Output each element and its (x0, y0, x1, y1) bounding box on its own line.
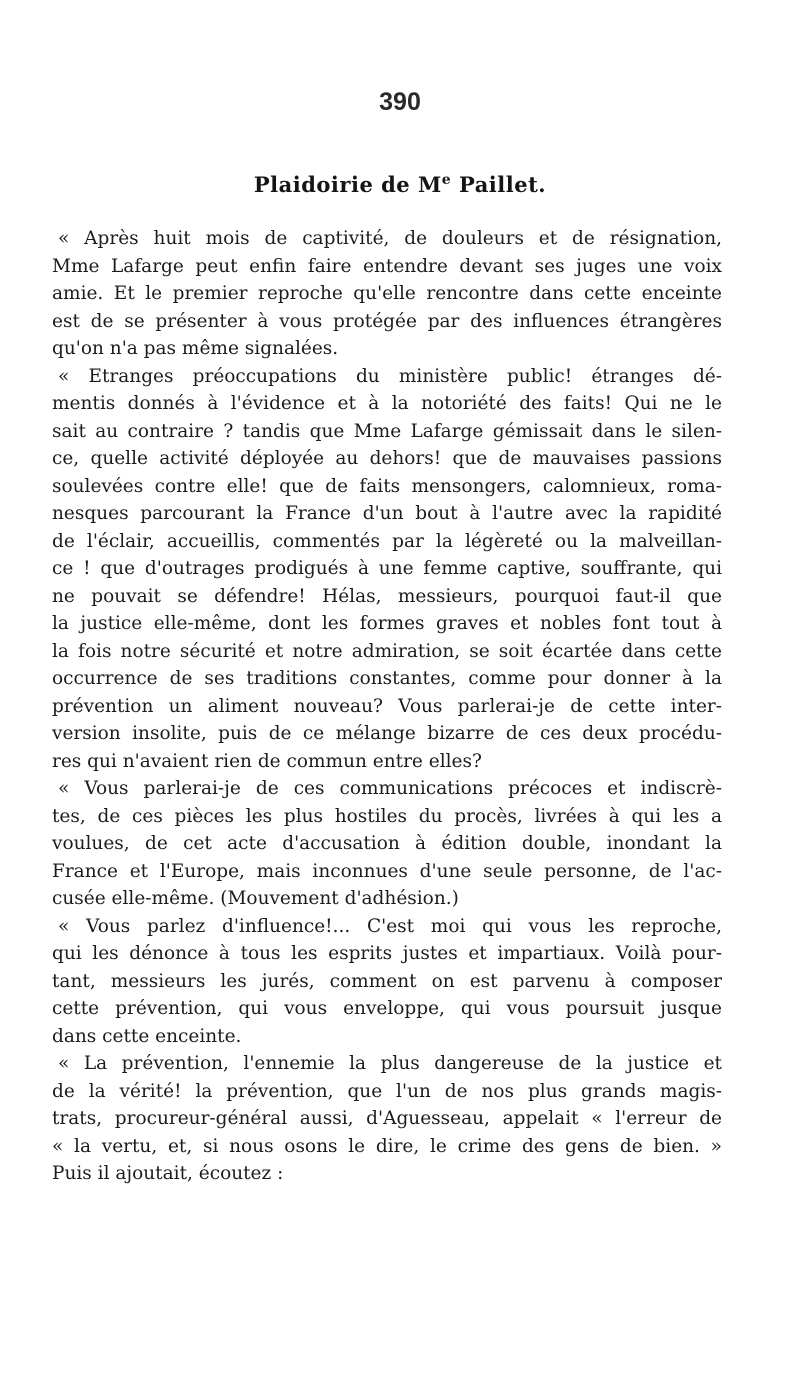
text-line: prévention un aliment nouveau? Vous parlerai-je de cette inter- (52, 695, 722, 717)
text-line: « Vous parlerai-je de ces communications précoces et indiscrè- (58, 778, 722, 799)
text-line: amie. Et le premier reproche qu'elle rencontre dans cette enceinte (52, 283, 722, 304)
text-line: voulues, de cet acte d'accusation à édition double, inondant la (52, 833, 722, 854)
text-line: version insolite, puis de ce mélange bizarre de ces deux procédu- (52, 723, 722, 744)
heading-superscript: e (441, 172, 452, 188)
text-line: « Etranges préoccupations du ministère public! étranges dé- (58, 365, 722, 387)
text-line: nesques parcourant la France d'un bout à l'autre avec la rapidité (52, 503, 722, 524)
text-line: de la vérité! la prévention, que l'un de nos plus grands magis- (52, 1080, 722, 1102)
text-line: tant, messieurs les jurés, comment on est parvenu à composer (52, 970, 722, 992)
text-line: Mme Lafarge peut enfin faire entendre devant ses juges une voix (52, 255, 722, 277)
text-line: dans cette enceinte. (52, 1025, 242, 1047)
text-line: cusée elle-même. (Mouvement d'adhésion.) (52, 888, 459, 909)
text-line: « Vous parlez d'influence!... C'est moi qui vous les reproche, (58, 915, 722, 937)
text-line: ce ! que d'outrages prodigués à une femme captive, souffrante, qui (52, 558, 722, 579)
text-line: mentis donnés à l'évidence et à la notoriété des faits! Qui ne le (52, 393, 722, 414)
page-number: 390 (379, 88, 421, 116)
text-line: la fois notre sécurité et notre admiration, se soit écartée dans cette (52, 640, 722, 662)
text-line: la justice elle-même, dont les formes graves et nobles font tout à (52, 613, 722, 634)
text-line: « La prévention, l'ennemie la plus dangereuse de la justice et (58, 1053, 722, 1074)
heading-main: Plaidoirie de M (253, 172, 442, 197)
text-line: ce, quelle activité déployée au dehors! que de mauvaises passions (52, 448, 722, 469)
text-line: trats, procureur-général aussi, d'Aguesseau, appelait « l'erreur de (52, 1108, 722, 1129)
body-text (52, 225, 722, 1188)
text-line: occurrence de ses traditions constantes, comme pour donner à la (52, 668, 722, 689)
text-line: Puis il ajoutait, écoutez : (52, 1163, 284, 1184)
text-line: qui les dénonce à tous les esprits justes et impartiaux. Voilà pour- (52, 943, 722, 964)
text-line: est de se présenter à vous protégée par des influences étrangères (52, 310, 722, 332)
text-line: sait au contraire ? tandis que Mme Lafarge gémissait dans le silen- (52, 420, 722, 442)
text-line: France et l'Europe, mais inconnues d'une seule personne, de l'ac- (52, 860, 722, 882)
text-line: qu'on n'a pas même signalées. (52, 338, 339, 359)
text-line: de l'éclair, accueillis, commentés par la légèreté ou la malveillan- (52, 530, 722, 552)
text-line: tes, de ces pièces les plus hostiles du procès, livrées à qui les a (52, 805, 722, 827)
text-line: res qui n'avaient rien de commun entre elles? (52, 750, 482, 772)
section-heading (0, 172, 800, 197)
text-line: « la vertu, et, si nous osons le dire, le crime des gens de bien. » (52, 1135, 722, 1157)
text-line: « Après huit mois de captivité, de douleurs et de résignation, (58, 228, 722, 249)
text-line: cette prévention, qui vous enveloppe, qui vous poursuit jusque (52, 998, 722, 1019)
heading-tail: Paillet. (451, 172, 547, 197)
text-line: soulevées contre elle! que de faits mensongers, calomnieux, roma- (52, 475, 722, 497)
text-line: ne pouvait se défendre! Hélas, messieurs, pourquoi faut-il que (52, 585, 722, 607)
